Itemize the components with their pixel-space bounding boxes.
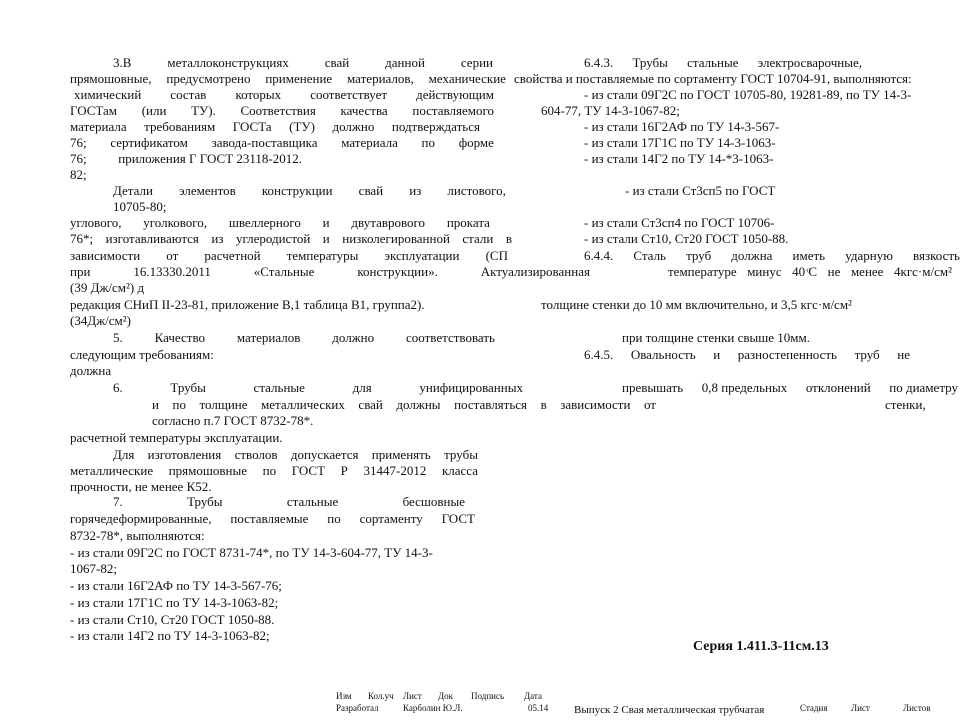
text-line <box>70 248 508 264</box>
text-fragment: поставляться <box>454 397 528 412</box>
text-line <box>584 119 800 135</box>
text-fragment: 82; <box>70 167 87 182</box>
text-line <box>70 463 478 479</box>
text-fragment: Овальность <box>630 347 696 362</box>
text-line <box>625 183 793 199</box>
text-fragment: ГОСТ <box>441 511 475 526</box>
stamp-list2: Лист <box>851 703 870 713</box>
text-fragment: зависимости <box>560 397 631 412</box>
text-line <box>584 87 950 103</box>
text-fragment: - из стали 14Г2 по ТУ 14-3-1063-82; <box>70 628 270 643</box>
text-fragment: ударную <box>845 248 893 263</box>
text-fragment: предусмотрено <box>166 71 251 86</box>
text-line <box>622 380 958 396</box>
text-line <box>70 297 470 313</box>
text-fragment: в <box>540 397 547 412</box>
stamp-date-value: 05.14 <box>528 703 549 713</box>
text-fragment: свойства и поставляемые по сортаменту ГОСТ 10704-91, выполняются: <box>514 71 912 86</box>
text-fragment: материала <box>341 135 398 150</box>
text-line <box>70 313 142 329</box>
text-fragment: по диаметру <box>889 380 958 395</box>
text-fragment: проката <box>446 215 490 230</box>
text-fragment: по <box>262 463 277 478</box>
text-fragment: 604-77, ТУ 14-3-1067-82; <box>541 103 680 118</box>
text-fragment: Сталь <box>633 248 666 263</box>
text-fragment: серии <box>460 55 493 70</box>
text-line <box>113 494 465 510</box>
text-fragment: горячедеформированные, <box>70 511 212 526</box>
text-fragment: стальные <box>253 380 305 395</box>
text-line <box>541 103 701 119</box>
text-line <box>70 479 235 495</box>
text-line <box>113 183 506 199</box>
text-fragment: должна <box>731 248 773 263</box>
text-fragment: по <box>421 135 436 150</box>
text-fragment: (39 Дж/см²) д <box>70 280 145 295</box>
text-fragment: применять <box>371 447 431 462</box>
text-fragment: 6.4.4. <box>584 248 614 263</box>
text-fragment: конструкции <box>261 183 333 198</box>
text-fragment: при <box>70 264 91 279</box>
text-fragment: листового, <box>447 183 506 198</box>
text-fragment: 8732-78*, выполняются: <box>70 528 205 543</box>
text-line <box>70 167 100 183</box>
text-fragment: стали <box>462 231 494 246</box>
text-fragment: должно <box>332 330 375 345</box>
series-title: Серия 1.411.3-11см.13 <box>693 639 829 654</box>
text-fragment: должно <box>332 119 375 134</box>
text-fragment: вязкость <box>913 248 960 263</box>
text-fragment: приложения Г ГОСТ 23118-2012. <box>118 151 302 166</box>
text-line <box>70 71 506 87</box>
text-fragment: по <box>172 397 186 412</box>
text-fragment: Актуализированная <box>480 264 590 279</box>
text-fragment: класса <box>441 463 478 478</box>
text-line <box>70 511 475 527</box>
text-fragment: при толщине стенки свыше 10мм. <box>622 330 811 345</box>
text-line <box>584 231 810 247</box>
text-fragment: - из стали 14Г2 по ТУ 14-*3-1063- <box>584 151 774 166</box>
text-line <box>113 199 183 215</box>
text-fragment: углового, <box>70 215 122 230</box>
text-fragment: стальные <box>286 494 339 509</box>
text-fragment: металлических <box>261 397 345 412</box>
text-line <box>70 215 490 231</box>
text-fragment: из <box>211 231 224 246</box>
text-line <box>70 231 512 247</box>
text-fragment: низколегированной <box>342 231 450 246</box>
text-fragment: свай <box>358 183 384 198</box>
text-fragment: Для <box>113 447 135 462</box>
text-fragment: должна <box>70 363 112 378</box>
text-fragment: зависимости <box>70 248 141 263</box>
text-fragment: изготовления <box>147 447 222 462</box>
text-fragment: из <box>409 183 422 198</box>
text-fragment: ТУ). <box>191 103 216 118</box>
text-fragment: по <box>327 511 341 526</box>
text-fragment: прямошовные, <box>70 71 152 86</box>
text-fragment: разностепенность <box>737 347 837 362</box>
text-fragment: 76; <box>70 135 87 150</box>
text-fragment: конструкции». <box>357 264 438 279</box>
text-fragment: бесшовные <box>402 494 465 509</box>
text-line <box>514 71 954 87</box>
stamp-razrabotal: Разработал <box>336 703 379 713</box>
text-line <box>113 55 493 71</box>
text-fragment: механические <box>428 71 506 86</box>
text-fragment: данной <box>385 55 425 70</box>
text-line <box>70 612 296 628</box>
text-line <box>70 561 132 577</box>
text-fragment: допускается <box>290 447 359 462</box>
text-line <box>885 397 929 413</box>
text-line <box>70 119 480 135</box>
text-fragment: минус <box>747 264 782 279</box>
text-fragment: иметь <box>792 248 826 263</box>
text-fragment: 3.В <box>113 55 132 70</box>
text-fragment: уголкового, <box>143 215 208 230</box>
text-fragment: сортаменту <box>359 511 423 526</box>
text-line <box>70 264 590 280</box>
text-fragment: швеллерного <box>228 215 301 230</box>
text-fragment: ГОСТам <box>70 103 118 118</box>
text-fragment: не <box>827 264 841 279</box>
text-line <box>152 397 656 413</box>
text-fragment: применение <box>265 71 333 86</box>
text-fragment: расчетной <box>204 248 261 263</box>
text-fragment: химический <box>74 87 142 102</box>
text-fragment: - из стали Ст3сп4 по ГОСТ 10706- <box>584 215 775 230</box>
text-fragment: прочности, не менее К52. <box>70 479 212 494</box>
text-line <box>70 135 494 151</box>
text-fragment: 31447-2012 <box>363 463 427 478</box>
text-fragment: Трубы <box>170 380 206 395</box>
text-fragment: 16.13330.2011 <box>133 264 211 279</box>
text-line <box>584 55 862 71</box>
text-line <box>70 545 488 561</box>
stamp-listov: Листов <box>903 703 931 713</box>
text-fragment: Трубы <box>632 55 668 70</box>
text-fragment: состав <box>170 87 207 102</box>
text-fragment: Соответствия <box>240 103 316 118</box>
text-fragment: и <box>322 231 330 246</box>
text-fragment: материалов, <box>347 71 414 86</box>
text-line <box>584 347 910 363</box>
text-line <box>584 215 798 231</box>
text-line <box>622 330 832 346</box>
text-fragment: - из стали 17Г1С по ТУ 14-3-1063-82; <box>70 595 279 610</box>
text-fragment: и <box>152 397 159 412</box>
text-fragment: Детали <box>113 183 153 198</box>
text-fragment: ГОСТ <box>291 463 326 478</box>
text-fragment: от <box>643 397 656 412</box>
text-fragment: действующим <box>416 87 494 102</box>
text-line <box>113 330 495 346</box>
text-fragment: свай <box>324 55 350 70</box>
text-fragment: - из стали 16Г2АФ по ТУ 14-3-567- <box>584 119 780 134</box>
text-fragment: от <box>166 248 179 263</box>
text-fragment: 10705-80; <box>113 199 167 214</box>
text-fragment: которых <box>235 87 282 102</box>
text-fragment: подтверждаться <box>391 119 480 134</box>
text-fragment: редакция СНиП II-23-81, приложение В,1 таблица В1, группа2). <box>70 297 425 312</box>
text-fragment: - из стали Ст3сп5 по ГОСТ <box>625 183 776 198</box>
text-fragment: и <box>322 215 330 230</box>
text-line <box>113 447 478 463</box>
text-line <box>113 380 523 396</box>
text-line <box>152 413 342 429</box>
text-fragment: (ТУ) <box>289 119 315 134</box>
text-fragment: для <box>352 380 372 395</box>
text-fragment: должны <box>396 397 441 412</box>
text-fragment: соответствует <box>310 87 388 102</box>
text-fragment: 40 ͦС <box>792 264 818 279</box>
text-fragment: 6.4.3. <box>584 55 614 70</box>
text-fragment: превышать <box>622 380 684 395</box>
text-line <box>584 135 798 151</box>
stamp-stadiya: Стадия <box>800 703 828 713</box>
text-fragment: (34Дж/см²) <box>70 313 132 328</box>
text-fragment: труб <box>686 248 712 263</box>
text-fragment: свай <box>358 397 383 412</box>
text-fragment: (или <box>141 103 167 118</box>
text-fragment: соответствовать <box>406 330 495 345</box>
text-fragment: 76*; <box>70 231 94 246</box>
text-line <box>541 297 891 313</box>
text-fragment: электросварочные, <box>757 55 862 70</box>
text-fragment: следующим требованиям: <box>70 347 214 362</box>
text-fragment: металлические <box>70 463 154 478</box>
text-fragment: - из стали 17Г1С по ТУ 14-3-1063- <box>584 135 776 150</box>
text-fragment: двутаврового <box>351 215 426 230</box>
stamp-list: Лист <box>403 691 422 701</box>
text-fragment: качества <box>340 103 388 118</box>
text-fragment: Трубы <box>187 494 223 509</box>
text-fragment: - из стали 09Г2С по ГОСТ 10705-80, 19281-89, по ТУ 14-3- <box>584 87 912 102</box>
text-fragment: менее <box>850 264 884 279</box>
text-fragment: 76; <box>70 151 87 166</box>
text-fragment: стенки, <box>885 397 926 412</box>
text-fragment: отклонений <box>805 380 871 395</box>
stamp-kol-uch: Кол.уч <box>368 691 394 701</box>
text-line <box>584 248 960 264</box>
text-line <box>74 87 494 103</box>
stamp-author: Карболин Ю.Л. <box>403 703 463 713</box>
text-fragment: ГОСТа <box>232 119 272 134</box>
text-fragment: стальные <box>687 55 739 70</box>
text-line <box>584 151 796 167</box>
stamp-dok: Док <box>438 691 454 701</box>
stamp-data: Дата <box>524 691 542 701</box>
text-line <box>70 280 170 296</box>
text-fragment: - из стали Ст10, Ст20 ГОСТ 1050-88. <box>70 612 275 627</box>
text-fragment: 6.4.5. <box>584 347 614 362</box>
text-fragment: элементов <box>179 183 236 198</box>
text-fragment: и <box>713 347 721 362</box>
text-line <box>70 595 308 611</box>
text-fragment: материалов <box>236 330 301 345</box>
text-fragment: «Стальные <box>253 264 315 279</box>
text-fragment: - из стали Ст10, Ст20 ГОСТ 1050-88. <box>584 231 789 246</box>
text-line <box>70 430 310 446</box>
text-fragment: расчетной температуры эксплуатации. <box>70 430 283 445</box>
text-fragment: прямошовные <box>168 463 247 478</box>
stamp-podpis: Подпись <box>471 691 505 701</box>
text-line <box>668 264 952 280</box>
text-fragment: требованиям <box>144 119 216 134</box>
text-fragment: - из стали 16Г2АФ по ТУ 14-3-567-76; <box>70 578 282 593</box>
text-fragment: унифицированных <box>419 380 523 395</box>
text-fragment: 0,8 предельных <box>701 380 788 395</box>
text-fragment: форме <box>458 135 494 150</box>
text-fragment: эксплуатации <box>384 248 460 263</box>
text-fragment: завода-поставщика <box>211 135 318 150</box>
text-fragment: Качество <box>154 330 206 345</box>
text-fragment: 7. <box>113 494 123 509</box>
text-fragment: 1067-82; <box>70 561 117 576</box>
text-fragment: поставляемые <box>230 511 309 526</box>
text-fragment: в <box>505 231 512 246</box>
text-line <box>70 151 302 167</box>
text-line <box>70 363 120 379</box>
text-fragment: 4кгс·м/см² <box>894 264 952 279</box>
stamp-izm: Изм <box>336 691 352 701</box>
text-fragment: углеродистой <box>235 231 311 246</box>
text-fragment: сертификатом <box>110 135 188 150</box>
text-fragment: металлоконструкциях <box>167 55 289 70</box>
text-line <box>70 528 230 544</box>
text-fragment: 5. <box>113 330 123 345</box>
text-fragment: (СП <box>485 248 508 263</box>
text-fragment: согласно п.7 ГОСТ 8732-78*. <box>152 413 314 428</box>
text-line <box>70 628 298 644</box>
text-fragment: стволов <box>234 447 278 462</box>
text-fragment: 6. <box>113 380 123 395</box>
text-line <box>70 103 494 119</box>
stamp-title: Выпуск 2 Свая металлическая трубчатая <box>574 704 765 716</box>
text-fragment: труб <box>854 347 880 362</box>
text-fragment: поставляемого <box>412 103 494 118</box>
text-fragment: - из стали 09Г2С по ГОСТ 8731-74*, по ТУ 14-3-604-77, ТУ 14-3- <box>70 545 433 560</box>
text-fragment: изготавливаются <box>105 231 199 246</box>
text-fragment: толщине стенки до 10 мм включительно, и 3,5 кгс·м/см² <box>541 297 852 312</box>
text-fragment: толщине <box>199 397 248 412</box>
text-fragment: не <box>897 347 910 362</box>
text-line <box>70 347 240 363</box>
text-fragment: материала <box>70 119 127 134</box>
text-fragment: Р <box>340 463 348 478</box>
text-fragment: температуре <box>668 264 737 279</box>
text-fragment: трубы <box>444 447 478 462</box>
text-fragment: температуры <box>286 248 359 263</box>
text-line <box>70 578 310 594</box>
